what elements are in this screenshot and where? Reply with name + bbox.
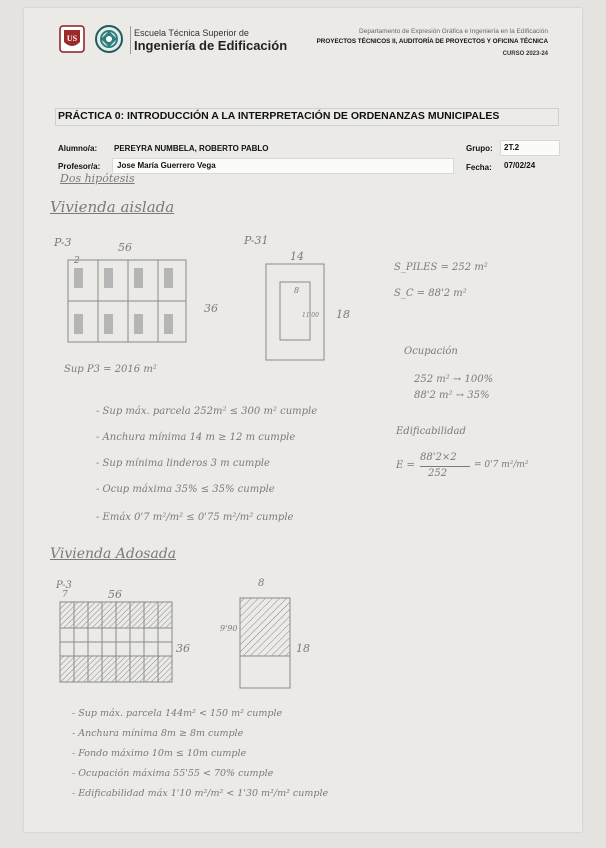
fecha-label: Fecha:	[466, 163, 492, 172]
lot-width: 8	[258, 578, 265, 589]
check8: - Fondo máximo 10m ≤ 10m cumple	[72, 748, 247, 759]
profesor-value: Jose María Guerrero Vega	[117, 161, 216, 170]
p3b-sketch	[54, 592, 184, 696]
check9: - Ocupación máxima 55'55 < 70% cumple	[72, 768, 274, 779]
school-line1: Escuela Técnica Superior de	[134, 28, 249, 38]
check6: - Sup máx. parcela 144m² < 150 m² cumple	[72, 708, 283, 719]
edif-result: = 0'7 m²/m²	[474, 460, 529, 470]
p31-label: P-31	[244, 234, 269, 247]
check5: - Emáx 0'7 m²/m² ≤ 0'75 m²/m² cumple	[96, 512, 294, 523]
ocup-line1: 252 m² → 100%	[414, 374, 494, 385]
logo-us-text: US	[66, 34, 78, 43]
p31-depth: 18	[336, 308, 350, 321]
p3-sketch	[62, 244, 202, 354]
edif-title: Edificabilidad	[396, 426, 466, 437]
subject: PROYECTOS TÉCNICOS II, AUDITORÍA DE PROYECTOS Y OFICINA TÉCNICA	[316, 38, 548, 45]
sc: S_C = 88'2 m²	[394, 288, 467, 299]
profesor-label: Profesor/a:	[58, 162, 101, 171]
check3: - Sup mínima linderos 3 m cumple	[96, 458, 270, 469]
department: Departamento de Expresión Gráfica e Ingeniería en la Edificación	[359, 28, 548, 35]
alumno-value: PEREYRA NUMBELA, ROBERTO PABLO	[114, 144, 269, 153]
p31-sketch	[258, 252, 348, 366]
edif-prefix: E =	[396, 460, 415, 471]
check4: - Ocup máxima 35% ≤ 35% cumple	[96, 484, 275, 495]
ocupacion-title: Ocupación	[404, 346, 458, 357]
edif-fraction-bar	[420, 466, 470, 467]
p31-inner: 8	[294, 286, 300, 295]
p3-depth: 36	[204, 302, 218, 315]
p3-label: P-3	[54, 236, 72, 249]
ocup-line2: 88'2 m² → 35%	[414, 390, 490, 401]
edif-num: 88'2×2	[420, 452, 457, 463]
school-line2: Ingeniería de Edificación	[134, 38, 288, 53]
lot-depth: 18	[296, 642, 310, 655]
course: CURSO 2023-24	[502, 51, 548, 57]
section2-title: Vivienda Adosada	[50, 546, 177, 562]
check2: - Anchura mínima 14 m ≥ 12 m cumple	[96, 432, 296, 443]
etsie-logo-icon	[92, 24, 126, 54]
p3b-depth: 36	[176, 642, 190, 655]
grupo-label: Grupo:	[466, 144, 493, 153]
intro-note: Dos hipótesis	[60, 172, 135, 185]
fecha-value: 07/02/24	[504, 161, 536, 170]
header-divider	[130, 26, 131, 54]
us-logo-icon	[58, 24, 86, 54]
alumno-label: Alumno/a:	[58, 144, 98, 153]
sup-p3: Sup P3 = 2016 m²	[64, 364, 157, 375]
lot-inner: 9'90	[220, 624, 238, 633]
check1: - Sup máx. parcela 252m² ≤ 300 m² cumple	[96, 406, 318, 417]
p3-width: 56	[118, 241, 132, 254]
p3b-label: P-3	[56, 580, 72, 591]
p3b-corner: 7	[62, 590, 68, 600]
practice-title: PRÁCTICA 0: INTRODUCCIÓN A LA INTERPRETACIÓN DE ORDENANZAS MUNICIPALES	[58, 110, 500, 122]
check7: - Anchura mínima 8m ≥ 8m cumple	[72, 728, 244, 739]
p3b-width: 56	[108, 588, 122, 601]
p31-inner-h: 11'00	[302, 312, 319, 319]
section1-title: Vivienda aislada	[50, 198, 175, 216]
p3-corner: 2	[74, 256, 80, 266]
check10: - Edificabilidad máx 1'10 m²/m² < 1'30 m²/m² cumple	[72, 788, 329, 799]
p31-width: 14	[290, 250, 304, 263]
grupo-value: 2T.2	[504, 143, 520, 152]
edif-den: 252	[428, 468, 448, 479]
spiles: S_PILES = 252 m²	[394, 262, 488, 273]
